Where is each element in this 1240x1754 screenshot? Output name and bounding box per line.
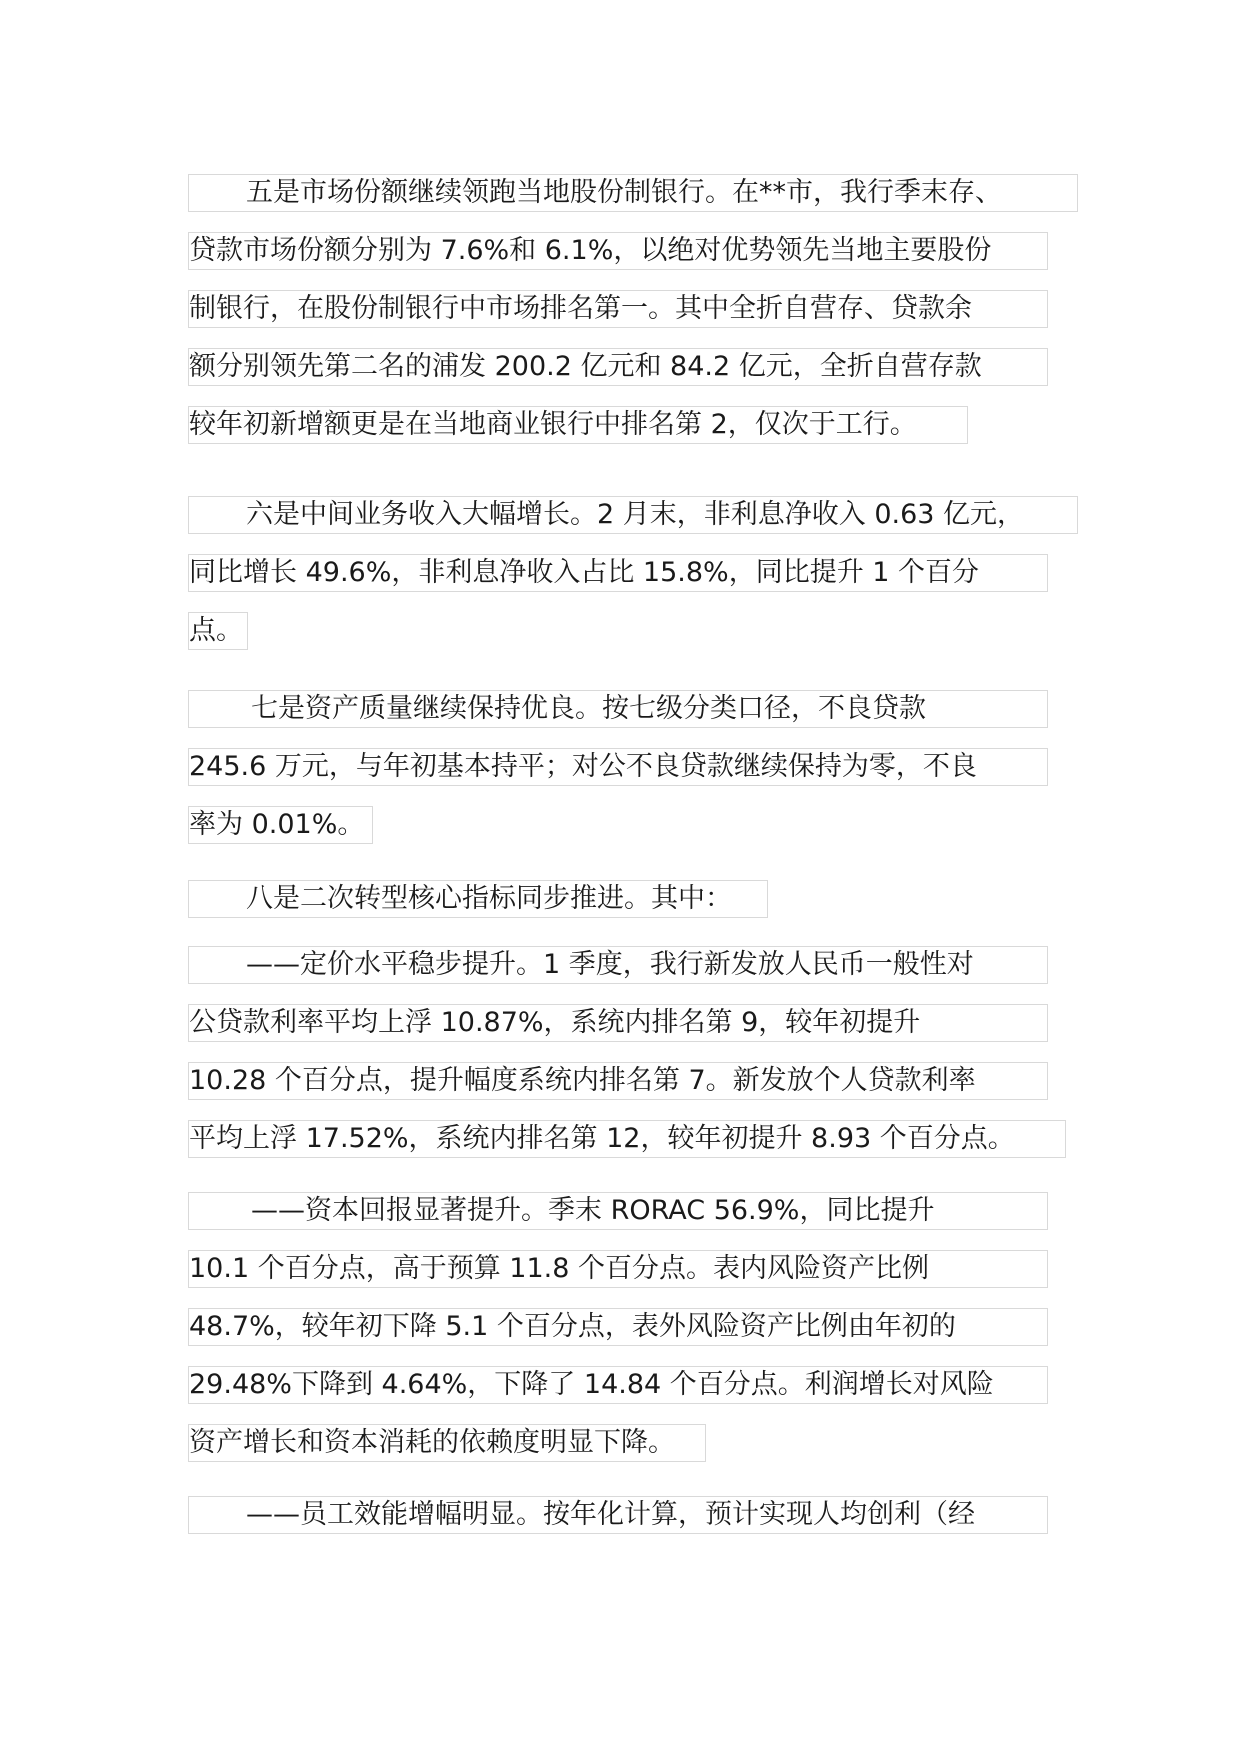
text-line: 较年初新增额更是在当地商业银行中排名第 2，仅次于工行。	[188, 406, 968, 444]
text-line: ——定价水平稳步提升。1 季度，我行新发放人民币一般性对	[188, 946, 1048, 984]
text-line: 五是市场份额继续领跑当地股份制银行。在**市，我行季末存、	[188, 174, 1078, 212]
text-line: 点。	[188, 612, 248, 650]
text-line: 48.7%，较年初下降 5.1 个百分点，表外风险资产比例由年初的	[188, 1308, 1048, 1346]
text-line: 七是资产质量继续保持优良。按七级分类口径，不良贷款	[188, 690, 1048, 728]
text-line: 八是二次转型核心指标同步推进。其中：	[188, 880, 768, 918]
text-line: ——员工效能增幅明显。按年化计算，预计实现人均创利（经	[188, 1496, 1048, 1534]
text-line: 率为 0.01%。	[188, 806, 373, 844]
text-line: 平均上浮 17.52%，系统内排名第 12，较年初提升 8.93 个百分点。	[188, 1120, 1066, 1158]
text-line: 资产增长和资本消耗的依赖度明显下降。	[188, 1424, 706, 1462]
text-line: 制银行，在股份制银行中市场排名第一。其中全折自营存、贷款余	[188, 290, 1048, 328]
text-line: 10.28 个百分点，提升幅度系统内排名第 7。新发放个人贷款利率	[188, 1062, 1048, 1100]
text-line: 六是中间业务收入大幅增长。2 月末，非利息净收入 0.63 亿元，	[188, 496, 1078, 534]
text-line: 同比增长 49.6%，非利息净收入占比 15.8%，同比提升 1 个百分	[188, 554, 1048, 592]
text-line: 贷款市场份额分别为 7.6%和 6.1%，以绝对优势领先当地主要股份	[188, 232, 1048, 270]
text-line: ——资本回报显著提升。季末 RORAC 56.9%，同比提升	[188, 1192, 1048, 1230]
text-line: 公贷款利率平均上浮 10.87%，系统内排名第 9，较年初提升	[188, 1004, 1048, 1042]
text-line: 10.1 个百分点，高于预算 11.8 个百分点。表内风险资产比例	[188, 1250, 1048, 1288]
text-line: 额分别领先第二名的浦发 200.2 亿元和 84.2 亿元，全折自营存款	[188, 348, 1048, 386]
text-line: 245.6 万元，与年初基本持平；对公不良贷款继续保持为零，不良	[188, 748, 1048, 786]
text-line: 29.48%下降到 4.64%，下降了 14.84 个百分点。利润增长对风险	[188, 1366, 1048, 1404]
